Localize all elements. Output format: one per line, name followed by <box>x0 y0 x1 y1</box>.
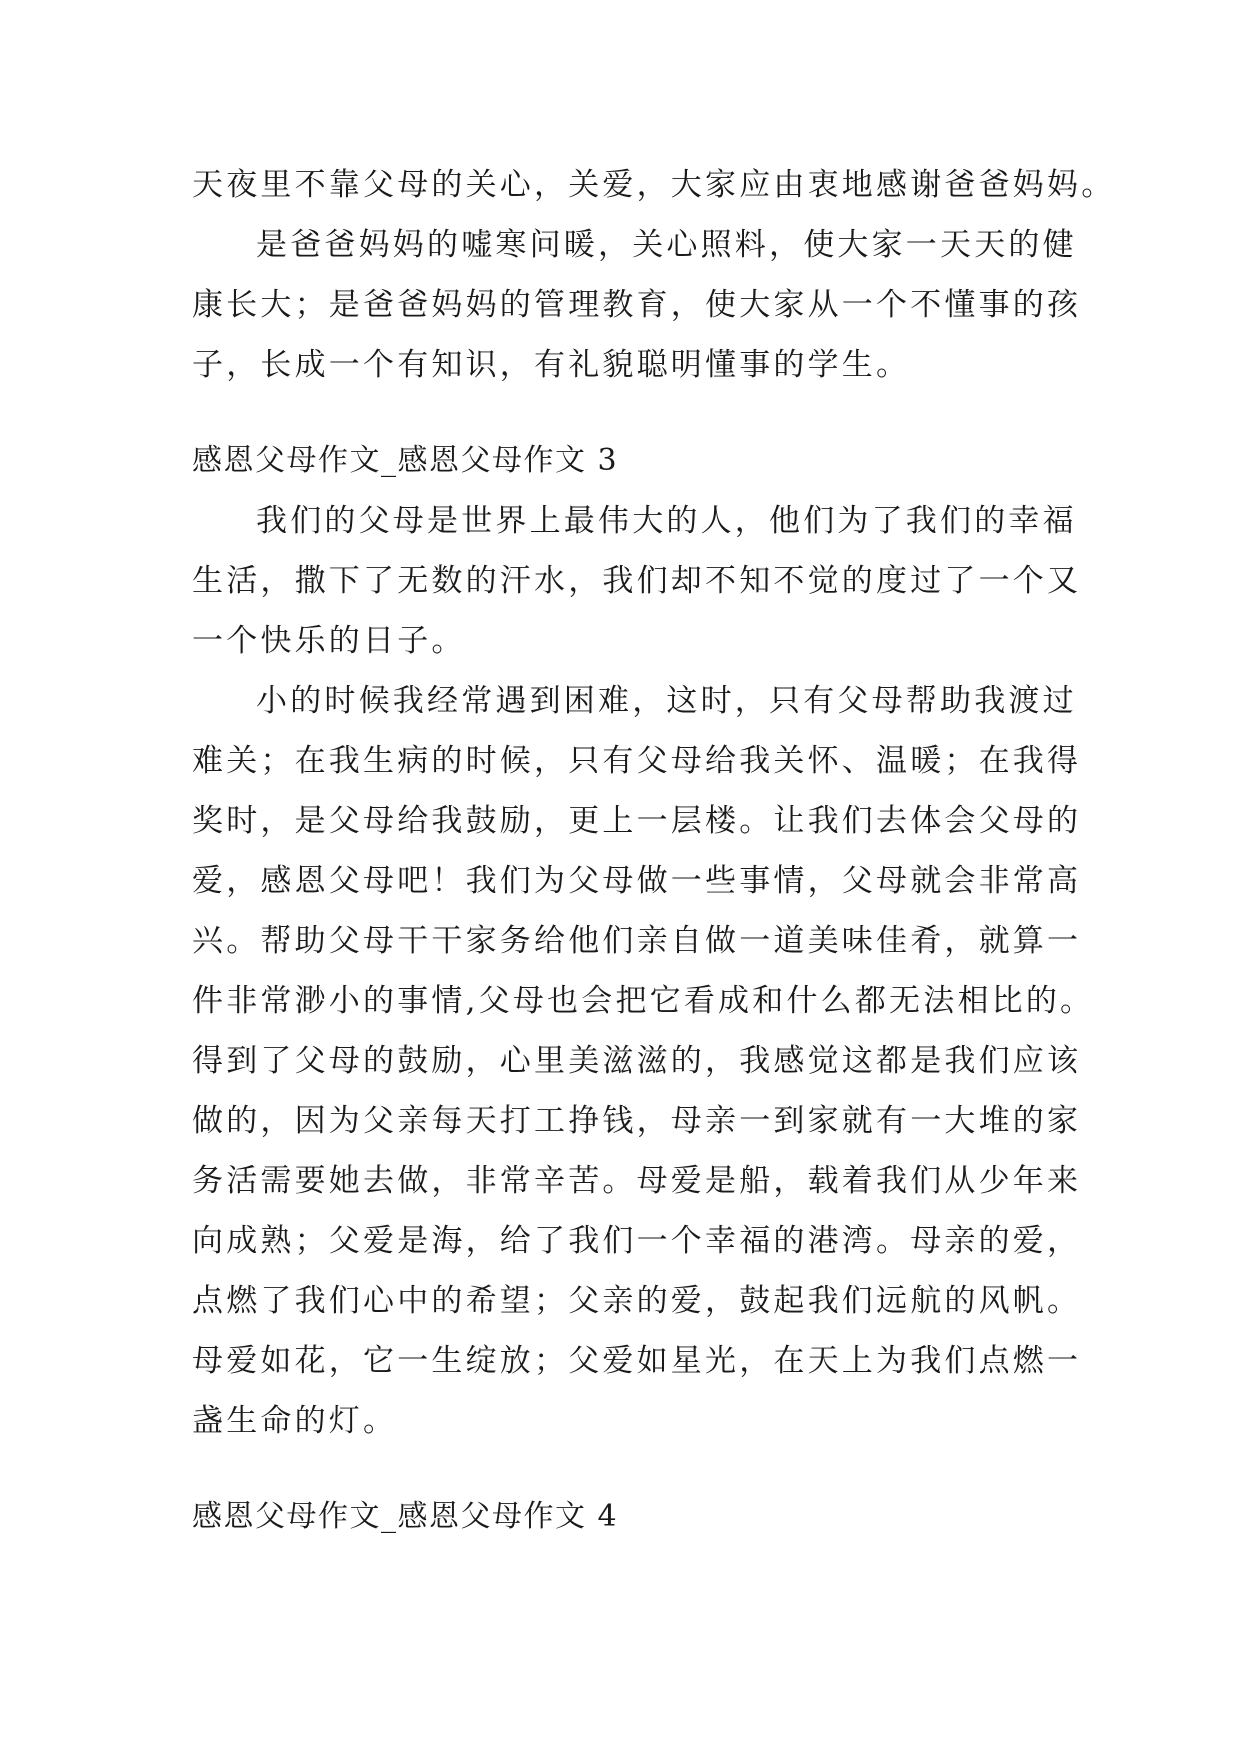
document-body <box>192 155 1116 1547</box>
paragraph-line: 生活，撒下了无数的汗水，我们却不知不觉的度过了一个又 <box>192 563 1082 599</box>
section-heading: 感恩父母作文_感恩父母作文 3 <box>192 443 619 478</box>
paragraph-line: 爱，感恩父母吧！我们为父母做一些事情，父母就会非常高 <box>192 863 1082 899</box>
paragraph-line: 务活需要她去做，非常辛苦。母爱是船，载着我们从少年来 <box>192 1163 1082 1199</box>
paragraph-line: 子，长成一个有知识，有礼貌聪明懂事的学生。 <box>192 347 911 383</box>
paragraph-line: 康长大；是爸爸妈妈的管理教育，使大家从一个不懂事的孩 <box>192 287 1082 323</box>
paragraph-line: 件非常渺小的事情,父母也会把它看成和什么都无法相比的。 <box>192 983 1095 1019</box>
paragraph-line: 小的时候我经常遇到困难，这时，只有父母帮助我渡过 <box>256 683 1077 719</box>
paragraph-line: 母爱如花，它一生绽放；父爱如星光，在天上为我们点燃一 <box>192 1343 1082 1379</box>
section-gap <box>192 395 1052 431</box>
paragraph-line: 是爸爸妈妈的嘘寒问暖，关心照料，使大家一天天的健 <box>256 227 1077 263</box>
paragraph-line: 盏生命的灯。 <box>192 1403 398 1439</box>
section-heading: 感恩父母作文_感恩父母作文 4 <box>192 1499 619 1534</box>
paragraph-line: 做的，因为父亲每天打工挣钱，母亲一到家就有一大堆的家 <box>192 1103 1082 1139</box>
paragraph-line: 我们的父母是世界上最伟大的人，他们为了我们的幸福 <box>256 503 1077 539</box>
paragraph-line: 天夜里不靠父母的关心，关爱，大家应由衷地感谢爸爸妈妈。 <box>192 167 1116 203</box>
paragraph-line: 一个快乐的日子。 <box>192 623 466 659</box>
paragraph-line: 点燃了我们心中的希望；父亲的爱，鼓起我们远航的风帆。 <box>192 1283 1082 1319</box>
paragraph-line: 兴。帮助父母干干家务给他们亲自做一道美味佳肴，就算一 <box>192 923 1082 959</box>
paragraph-line: 奖时，是父母给我鼓励，更上一层楼。让我们去体会父母的 <box>192 803 1082 839</box>
paragraph-line: 向成熟；父爱是海，给了我们一个幸福的港湾。母亲的爱， <box>192 1223 1082 1259</box>
paragraph-line: 得到了父母的鼓励，心里美滋滋的，我感觉这都是我们应该 <box>192 1043 1082 1079</box>
paragraph-line: 难关；在我生病的时候，只有父母给我关怀、温暖；在我得 <box>192 743 1082 779</box>
section-gap <box>192 1451 1052 1487</box>
